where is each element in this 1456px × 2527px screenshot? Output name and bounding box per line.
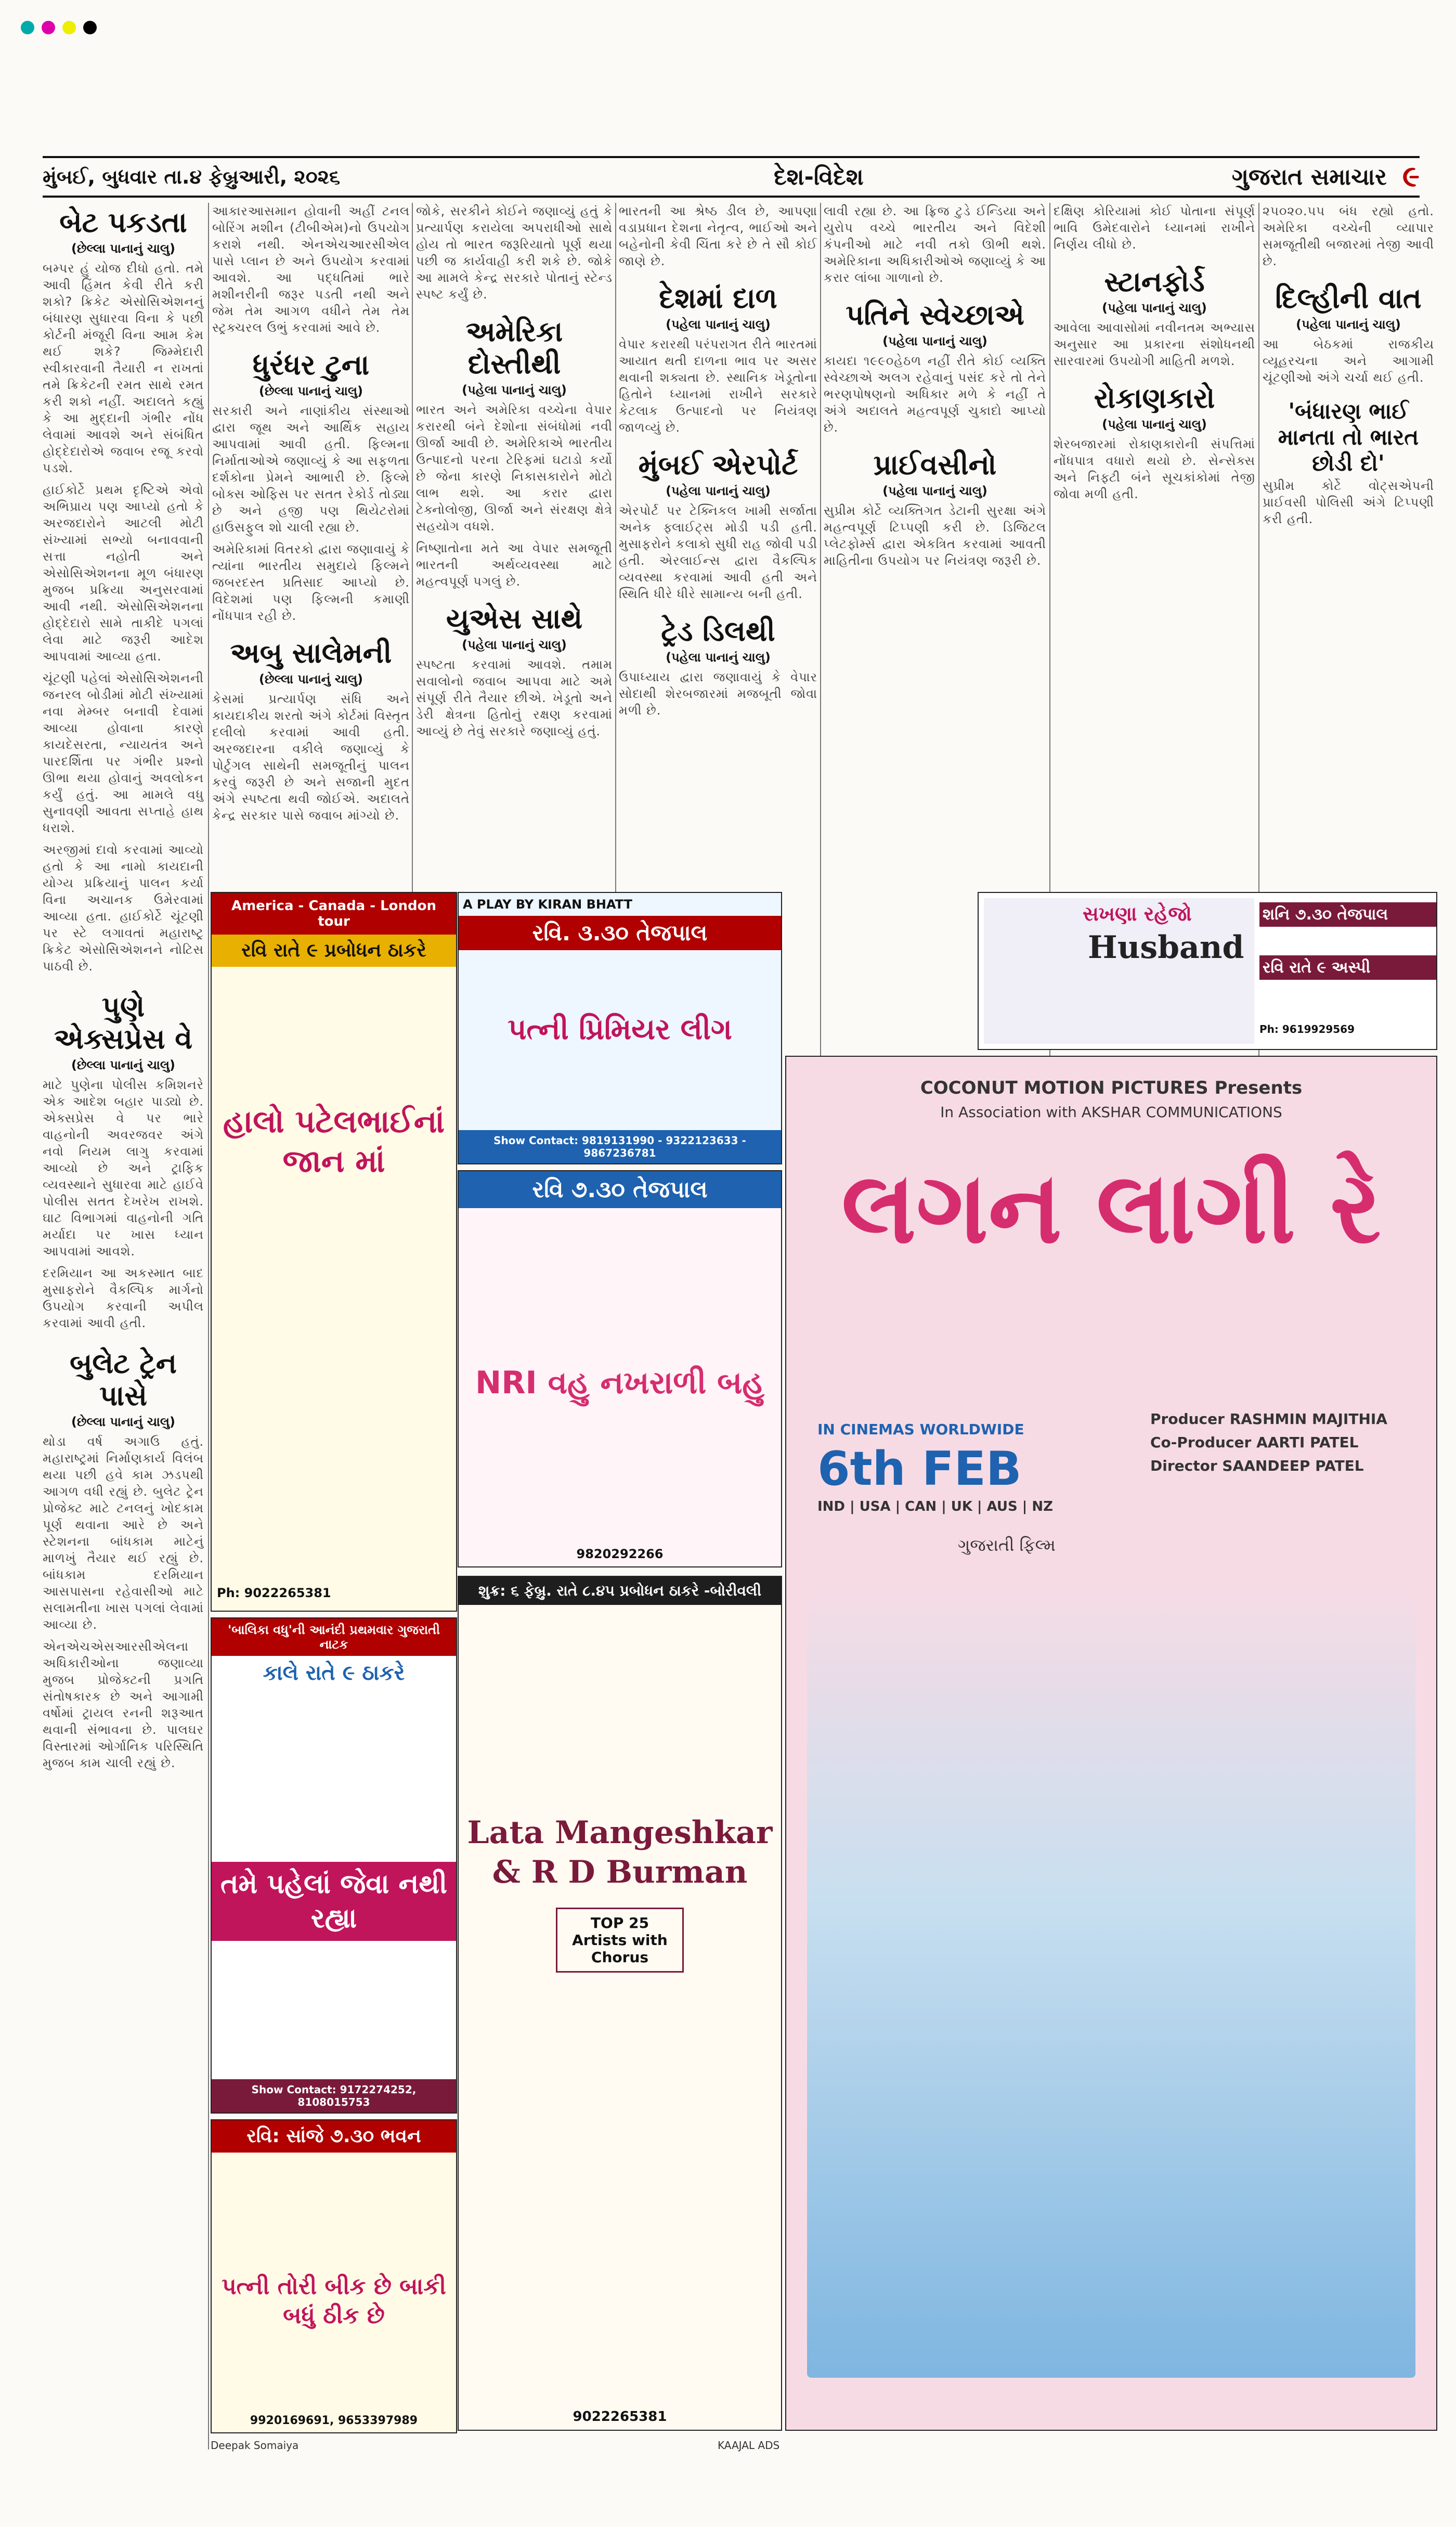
show-time: રવિ રાતે ૯ અસ્પી xyxy=(1259,955,1437,980)
show-time: રવિ: સાંજે ૭.૩૦ ભવન xyxy=(212,2120,456,2153)
article-text: ૨૫૦૨૦.૫૫ બંધ રહ્યો હતો. અમેરિકા વચ્ચેની વ્યાપાર સમજૂતીથી બજારમાં તેજી આવી છે. xyxy=(1263,204,1434,268)
ad-phone: Ph: 9619929569 xyxy=(1259,1023,1355,1035)
article-text: ચૂંટણી પહેલાં એસોસિએશનની જનરલ બોડીમાં મોટી સંખ્યામાં નવા મેમ્બર બનાવી દેવામાં આવ્યા હોવાના કારણે કાયદેસરતા, ન્યાયતંત્ર અને પારદર્શિતા પર ગંભીર પ્રશ્નો ઊભા થયા હોવાનું અવલોકન કર્યું હતું. આ મામલે વધુ સુનાવણી આવતા સપ્તાહે હાથ ધરાશે. xyxy=(43,671,204,835)
article-headline: રોકાણકારો xyxy=(1094,381,1215,414)
article-headline: પુણે એક્સપ્રેસ વે xyxy=(54,990,192,1055)
release-date: 6th FEB xyxy=(817,1442,1022,1496)
article-headline: દેશમાં દાળ xyxy=(659,281,777,315)
ad-lagan-lagi-re[interactable] xyxy=(785,1056,1437,2431)
continued-label: (પહેલા પાનાનું ચાલુ) xyxy=(1296,317,1401,332)
ad-phone: Show Contact: 9819131990 - 9322123633 - 9867236781 xyxy=(459,1130,781,1163)
article-headline: સ્ટાનફોર્ડ xyxy=(1104,265,1205,298)
registration-mark xyxy=(83,21,97,34)
article-text: અરજીમાં દાવો કરવામાં આવ્યો હતો કે આ નામો કાયદાની યોગ્ય પ્રક્રિયાનું પાલન કર્યા વિના અચાનક ઉમેરવામાં આવ્યા હતા. હાઈકોર્ટે ચૂંટણી પર સ્ટે લગાવતાં મહારાષ્ટ્ર ક્રિકેટ એસોસિએશનને નોટિસ પાઠવી છે. xyxy=(43,843,204,974)
continued-label: (પહેલા પાનાનું ચાલુ) xyxy=(666,650,771,665)
film-coproducer: Co-Producer AARTI PATEL xyxy=(1150,1434,1359,1451)
film-producer: Producer RASHMIN MAJITHIA xyxy=(1150,1410,1387,1428)
registration-mark xyxy=(62,21,76,34)
continued-label: (પહેલા પાનાનું ચાલુ) xyxy=(1102,417,1207,432)
article-text: સુપ્રીમ કોર્ટે વ્યક્તિગત ડેટાની સુરક્ષા અંગે મહત્વપૂર્ણ ટિપ્પણી કરી છે. ડિજિટલ પ્લેટફોર્મ્સ દ્વારા એકત્રિત કરવામાં આવતી માહિતીના ઉપયોગ પર નિયંત્રણ જરૂરી છે. xyxy=(824,503,1046,568)
article-headline: દિલ્હીની વાત xyxy=(1275,281,1422,315)
ad-halo-patelbhai[interactable] xyxy=(211,892,457,1612)
registration-mark xyxy=(42,21,55,34)
article-text: સુપ્રીમ કોર્ટે વોટ્સએપની પ્રાઈવસી પોલિસી અંગે ટિપ્પણી કરી હતી. xyxy=(1263,478,1434,526)
show-time: રવિ. ૩.૩૦ તેજપાલ xyxy=(459,916,781,950)
article-text: આવેલા આવાસોમાં નવીનતમ અભ્યાસ અનુસાર આ પ્રકારના સંશોધનથી સારવારમાં ઉપયોગી માહિતી મળશે. xyxy=(1054,320,1255,368)
article-text: કાયદા ૧૯૯૦હેઠળ નહીં રીતે કોઈ વ્યક્તિ સ્વેચ્છાએ અલગ રહેવાનું પસંદ કરે તો તેને ભરણપોષણનો અધિકાર મળે કે નહીં તે અંગે અદાલતે મહત્વપૂર્ણ ચુકાદો આપ્યો છે. xyxy=(824,354,1046,435)
column-1 xyxy=(43,203,204,2450)
article-headline: પ્રાઈવસીનો xyxy=(873,448,997,481)
article-text: એનએચએસઆરસીએલના અધિકારીઓના જણાવ્યા મુજબ પ્રોજેક્ટની પ્રગતિ સંતોષકારક છે અને આગામી વર્ષોમાં ટ્રાયલ રનની શરૂઆત થવાની સંભાવના છે. પાલઘર વિસ્તારમાં ઓર્ગાનિક પરિસ્થિતિ મુજબ કામ ચાલી રહ્યું છે. xyxy=(43,1639,204,1770)
ad-phone: 9820292266 xyxy=(576,1547,664,1561)
article-text: વેપાર કરારથી પરંપરાગત રીતે ભારતમાં આયાત થતી દાળના ભાવ પર અસર થવાની શક્યતા છે. સ્થાનિક ખેડૂતોના હિતોને ધ્યાનમાં રાખીને સરકારે કેટલાક ઉત્પાદનો પર નિયંત્રણ જાળવ્યું છે. xyxy=(619,337,817,435)
article-text: આકારઆસમાન હોવાની અહીં ટનલ બોરિંગ મશીન (ટીબીએમ)નો ઉપયોગ કરાશે નથી. એનએચઆરસીએલ પાસે પ્લાન છે અને ઉપયોગ કરવામાં આવશે. આ પદ્ધતિમાં ભારે મશીનરીની જરૂર પડતી નથી અને જેમ તેમ આગળ વધીને તેમ તેમ સ્ટ્રક્ચરલ ઉભું કરવામાં આવે છે. xyxy=(212,204,410,335)
article-text: સ્પષ્ટતા કરવામાં આવશે. તમામ સવાલોનો જવાબ આપવા માટે અમે સંપૂર્ણ રીતે તૈયાર છીએ. ખેડૂતો અને ડેરી ક્ષેત્રના હિતોનું રક્ષણ કરવામાં આવ્યું છે તેવું સરકારે જણાવ્યું હતું. xyxy=(416,657,613,738)
article-headline: બુલેટ ટ્રેન પાસે xyxy=(69,1346,177,1412)
article-headline: પતિને સ્વેચ્છાએ xyxy=(846,298,1024,331)
article-text: જોકે, સરકીને કોઈને જણાવ્યું હતું કે પ્રત્યાર્પણ કરાયેલા અપરાધીઓ સાથે હોય તો ભારત જરૂરિયાતો પૂર્ણ થયા પછી જ કાર્યવાહી કરી શકે છે. જોકે આ મામલે કેન્દ્ર સરકારે પોતાનું સ્ટેન્ડ સ્પષ્ટ કર્યું છે. xyxy=(416,204,613,302)
ad-header: 'બાલિકા વધુ'ની આનંદી પ્રથમવાર ગુજરાતી નાટક xyxy=(212,1618,456,1656)
article-text: બમ્પર હું યોજ દીધો હતો. તમે આવી હિંમત કેવી રીતે કરી શકો? ક્રિકેટ એસોસિએશનનું બંધારણ સુધારવા વિના કે પછી કોર્ટની મંજૂરી વિના આમ કેમ થઈ શકે? જિમ્મેદારી સ્વીકારવાની તૈયારી ન રાખતાં તમે ક્રિકેટની રમત સાથે રમત કરી શકો નહીં. અદાલતે કહ્યું કે આ મુદ્દાની ગંભીર નોંધ લેવામાં આવશે અને સંબંધિત હોદ્દેદારોએ જવાબ રજૂ કરવો પડશે. xyxy=(43,261,204,475)
page-number: ૯ xyxy=(1402,160,1420,193)
continued-label: (છેલ્લા પાનાનું ચાલુ) xyxy=(258,384,363,398)
article-headline: મુંબઈ એરપોર્ટ xyxy=(638,448,798,481)
article-text: આ બેઠકમાં રાજકીય વ્યૂહરચના અને આગામી ચૂંટણીઓ અંગે ચર્ચા થઈ હતી. xyxy=(1263,337,1434,385)
ad-phone: Show Contact: 9172274252, 8108015753 xyxy=(212,2079,456,2113)
article-text: ઉપાધ્યાય દ્વારા જણાવાયું કે વેપાર સોદાથી શેરબજારમાં મજબૂતી જોવા મળી છે. xyxy=(619,670,817,718)
ad-title: પત્ની પ્રિમિયર લીગ xyxy=(508,1013,732,1046)
section-title: દેશ-વિદેશ xyxy=(774,163,864,190)
ad-header: America - Canada - London tour xyxy=(212,893,456,935)
article-text: એરપોર્ટ પર ટેક્નિકલ ખામી સર્જાતા અનેક ફ્લાઈટ્સ મોડી પડી હતી. મુસાફરોને કલાકો સુધી રાહ જોવી પડી હતી. એરલાઈન્સ દ્વારા વૈકલ્પિક વ્યવસ્થા કરવામાં આવી હતી અને સ્થિતિ ધીરે ધીરે સામાન્ય બની હતી. xyxy=(619,503,817,601)
continued-label: (પહેલા પાનાનું ચાલુ) xyxy=(462,638,567,652)
show-time: શનિ ૭.૩૦ તેજપાલ xyxy=(1259,902,1437,927)
ad-title: NRI વહુ નખરાળી બહુ xyxy=(475,1365,764,1401)
release-countries: IND | USA | CAN | UK | AUS | NZ xyxy=(817,1499,1053,1514)
continued-label: (પહેલા પાનાનું ચાલુ) xyxy=(882,334,987,348)
ad-title: પત્ની તોરી બીક છે બાકી બધું ઠીક છે xyxy=(222,2273,446,2329)
continued-label: (પહેલા પાનાનું ચાલુ) xyxy=(666,484,771,498)
show-time: રવિ ૭.૩૦ તેજપાલ xyxy=(459,1171,781,1208)
continued-label: (પહેલા પાનાનું ચાલુ) xyxy=(1102,301,1207,315)
ad-presenter: COCONUT MOTION PICTURES Presents xyxy=(920,1078,1303,1098)
article-headline: અમેરિકા દોસ્તીથી xyxy=(465,315,563,380)
continued-label: (પહેલા પાનાનું ચાલુ) xyxy=(666,317,771,332)
ad-phone: Ph: 9022265381 xyxy=(217,1586,331,1600)
article-headline: ધુરંધર ટુના xyxy=(252,348,370,381)
ad-association: In Association with AKSHAR COMMUNICATIONS xyxy=(940,1104,1282,1121)
ad-balika-vadhu[interactable] xyxy=(211,1617,457,2114)
ad-badge: TOP 25 Artists with Chorus xyxy=(556,1908,684,1973)
article-text: શેરબજારમાં રોકાણકારોની સંપત્તિમાં નોંધપાત્ર વધારો થયો છે. સેન્સેક્સ અને નિફ્ટી બંને સૂચકાંકોમાં તેજી જોવા મળી હતી. xyxy=(1054,437,1255,501)
registration-mark xyxy=(21,21,34,34)
article-text: દક્ષિણ કોરિયામાં કોઈ પોતાના સંપૂર્ણ ભાવિ ઉમેદવારોને ધ્યાનમાં રાખીને નિર્ણય લીધો છે. xyxy=(1054,204,1255,252)
ad-title: હાલો પટેલભાઈનાં જાન માં xyxy=(223,1104,445,1180)
article-headline: 'બંધારણ ભાઈ માનતા તો ભારત છોડી દો' xyxy=(1278,398,1419,476)
continued-label: (પહેલા પાનાનું ચાલુ) xyxy=(882,484,987,498)
article-headline: બેટ પકડતા xyxy=(59,205,187,239)
continued-label: (છેલ્લા પાનાનું ચાલુ) xyxy=(71,1058,176,1072)
issue-date: મુંબઈ, બુધવાર તા.૪ ફેબ્રુઆરી, ૨૦૨૬ xyxy=(43,165,341,188)
show-time: શુક્ર: ૬ ફેબ્રુ. રાતે ૮.૪૫ પ્રબોધન ઠાકરે -બોરીવલી xyxy=(459,1577,781,1605)
article-headline: ટ્રેડ ડિલથી xyxy=(661,614,775,647)
ad-nri-vahu[interactable] xyxy=(458,1170,782,1567)
cinemas-label: IN CINEMAS WORLDWIDE xyxy=(817,1421,1024,1438)
ad-lata-mangeshkar[interactable] xyxy=(458,1576,782,2431)
ad-phone: 9022265381 xyxy=(573,2409,667,2425)
article-text: કેસમાં પ્રત્યાર્પણ સંધિ અને કાયદાકીય શરતો અંગે કોર્ટમાં વિસ્તૃત દલીલો કરવામાં આવી હતી. અરજદારના વકીલે જણાવ્યું કે પોર્ટુગલ સાથેની સમજૂતીનું પાલન કરવું જરૂરી છે અને સજાની મુદત અંગે સ્પષ્ટતા થવી જોઈએ. અદાલતે કેન્દ્ર સરકાર પાસે જવાબ માંગ્યો છે. xyxy=(212,692,410,823)
masthead: ગુજરાત સમાચાર xyxy=(1231,163,1387,190)
ad-credit: Deepak Somaiya xyxy=(211,2439,299,2452)
ad-credit: KAAJAL ADS xyxy=(718,2439,780,2452)
ad-phone: 9920169691, 9653397989 xyxy=(250,2414,418,2427)
show-time: કાલે રાતે ૯ ઠાકરે xyxy=(263,1661,405,1685)
article-text: થોડા વર્ષ અગાઉ હતું. મહારાષ્ટ્રમાં નિર્માણકાર્ય વિલંબ થયા પછી હવે કામ ઝડપથી આગળ વધી રહ્યું છે. બુલેટ ટ્રેન પ્રોજેક્ટ માટે ટનલનું ખોદકામ પૂર્ણ થવાના આરે છે અને સ્ટેશનના બાંધકામ માટેનું માળખું તૈયાર થઈ રહ્યું છે. બાંધકામ દરમિયાન આસપાસના રહેવાસીઓ માટે સલામતીના ખાસ પગલાં લેવામાં આવ્યા છે. xyxy=(43,1434,204,1632)
article-text: અમેરિકામાં વિતરકો દ્વારા જણાવાયું કે ત્યાંના ભારતીય સમુદાયે ફિલ્મને જબરદસ્ત પ્રતિસાદ આપ્યો છે. વિદેશમાં પણ ફિલ્મની કમાણી નોંધપાત્ર રહી છે. xyxy=(212,542,410,623)
ad-subtitle: Husband xyxy=(1088,929,1244,966)
ad-sakhna-rahejo[interactable] xyxy=(978,892,1437,1050)
article-headline: અબુ સાલેમની xyxy=(230,636,392,669)
article-text: ભારત અને અમેરિકા વચ્ચેના વેપાર કરારથી બંને દેશોના સંબંધોમાં નવી ઊર્જા આવી છે. અમેરિકાએ ભારતીય ઉત્પાદનો પરના ટેરિફમાં ઘટાડો કર્યો છે જેના કારણે નિકાસકારોને મોટો લાભ થશે. આ કરાર દ્વારા ટેક્નોલોજી, ઊર્જા અને સંરક્ષણ ક્ષેત્રે સહયોગ વધશે. xyxy=(416,403,613,534)
article-text: હાઈકોર્ટે પ્રથમ દૃષ્ટિએ એવો અભિપ્રાય પણ આપ્યો હતો કે અરજદારોને આટલી મોટી સંખ્યામાં સભ્યો બનાવવાની સત્તા નહોતી અને એસોસિએશનના મૂળ બંધારણ મુજબ પ્રક્રિયા અનુસરવામાં આવી નથી. એસોસિએશનના હોદ્દેદારો સામે તાકીદે પગલાં લેવા માટે જરૂરી આદેશ આપવામાં આવ્યા હતા. xyxy=(43,483,204,664)
ad-bhavan[interactable] xyxy=(211,2119,457,2433)
article-text: ભારતની આ શ્રેષ્ઠ ડીલ છે, આપણા વડાપ્રધાન દેશના નેતૃત્વ, ભાઈઓ અને બહેનોની કેવી ચિંતા કરે છે તે સૌ કોઈ જાણે છે. xyxy=(619,204,817,268)
article-text: લાવી રહ્યા છે. આ ફ્રિજ ટુડે ઈન્ડિયા અને યુરોપ વચ્ચે ભારતીય અને વિદેશી કંપનીઓ માટે નવી તકો ઊભી થશે. અમેરિકાના અધિકારીઓએ જણાવ્યું કે આ કરાર લાંબા ગાળાનો છે. xyxy=(824,204,1046,285)
article-text: સરકારી અને નાણાંકીય સંસ્થાઓ દ્વારા જૂથ અને આર્થિક સહાય આપવામાં આવી હતી. ફિલ્મના નિર્માતાઓએ જણાવ્યું કે આ સફળતા દર્શકોના પ્રેમને આભારી છે. ફિલ્મે બોક્સ ઓફિસ પર સતત રેકોર્ડ તોડ્યા છે અને હજી પણ થિયેટરોમાં હાઉસફુલ શો ચાલી રહ્યા છે. xyxy=(212,404,410,535)
ad-title: સખણા રહેજો xyxy=(1083,902,1192,925)
ad-poster-image xyxy=(807,1577,1415,2378)
show-time: રવિ રાતે ૯ પ્રબોધન ઠાકરે xyxy=(212,935,456,967)
article-text: માટે પુણેના પોલીસ કમિશનરે એક આદેશ બહાર પાડ્યો છે. એક્સપ્રેસ વે પર ભારે વાહનોની અવરજવર અંગે નવો નિયમ લાગુ કરવામાં આવ્યો છે અને ટ્રાફિક વ્યવસ્થાને સુધારવા માટે હાઈવે પોલીસ સતત દેખરેખ રાખશે. ઘાટ વિભાગમાં વાહનોની ગતિ મર્યાદા પર ખાસ ધ્યાન આપવામાં આવશે. xyxy=(43,1078,204,1259)
article-text: નિષ્ણાતોના મતે આ વેપાર સમજૂતી ભારતની અર્થવ્યવસ્થા માટે મહત્વપૂર્ણ પગલું છે. xyxy=(416,541,613,589)
article-headline: યુએસ સાથે xyxy=(446,602,583,635)
film-language: ગુજરાતી ફિલ્મ xyxy=(958,1535,1056,1555)
film-title: લગન લાગી રે xyxy=(841,1149,1381,1265)
ad-patni-premier-league[interactable] xyxy=(458,892,782,1164)
continued-label: (છેલ્લા પાનાનું ચાલુ) xyxy=(258,672,363,686)
ad-label: A PLAY BY KIRAN BHATT xyxy=(463,897,632,912)
continued-label: (છેલ્લા પાનાનું ચાલુ) xyxy=(71,1415,176,1429)
continued-label: (પહેલા પાનાનું ચાલુ) xyxy=(462,383,567,397)
article-text: દરમિયાન આ અકસ્માત બાદ મુસાફરોને વૈકલ્પિક માર્ગનો ઉપયોગ કરવાની અપીલ કરવામાં આવી હતી. xyxy=(43,1266,204,1330)
ad-title: Lata Mangeshkar & R D Burman xyxy=(467,1815,773,1890)
page-header xyxy=(43,156,1420,198)
ad-title: તમે પહેલાં જેવા નથી રહ્યા xyxy=(212,1862,456,1941)
continued-label: (છેલ્લા પાનાનું ચાલુ) xyxy=(71,241,176,256)
film-director: Director SAANDEEP PATEL xyxy=(1150,1457,1364,1474)
